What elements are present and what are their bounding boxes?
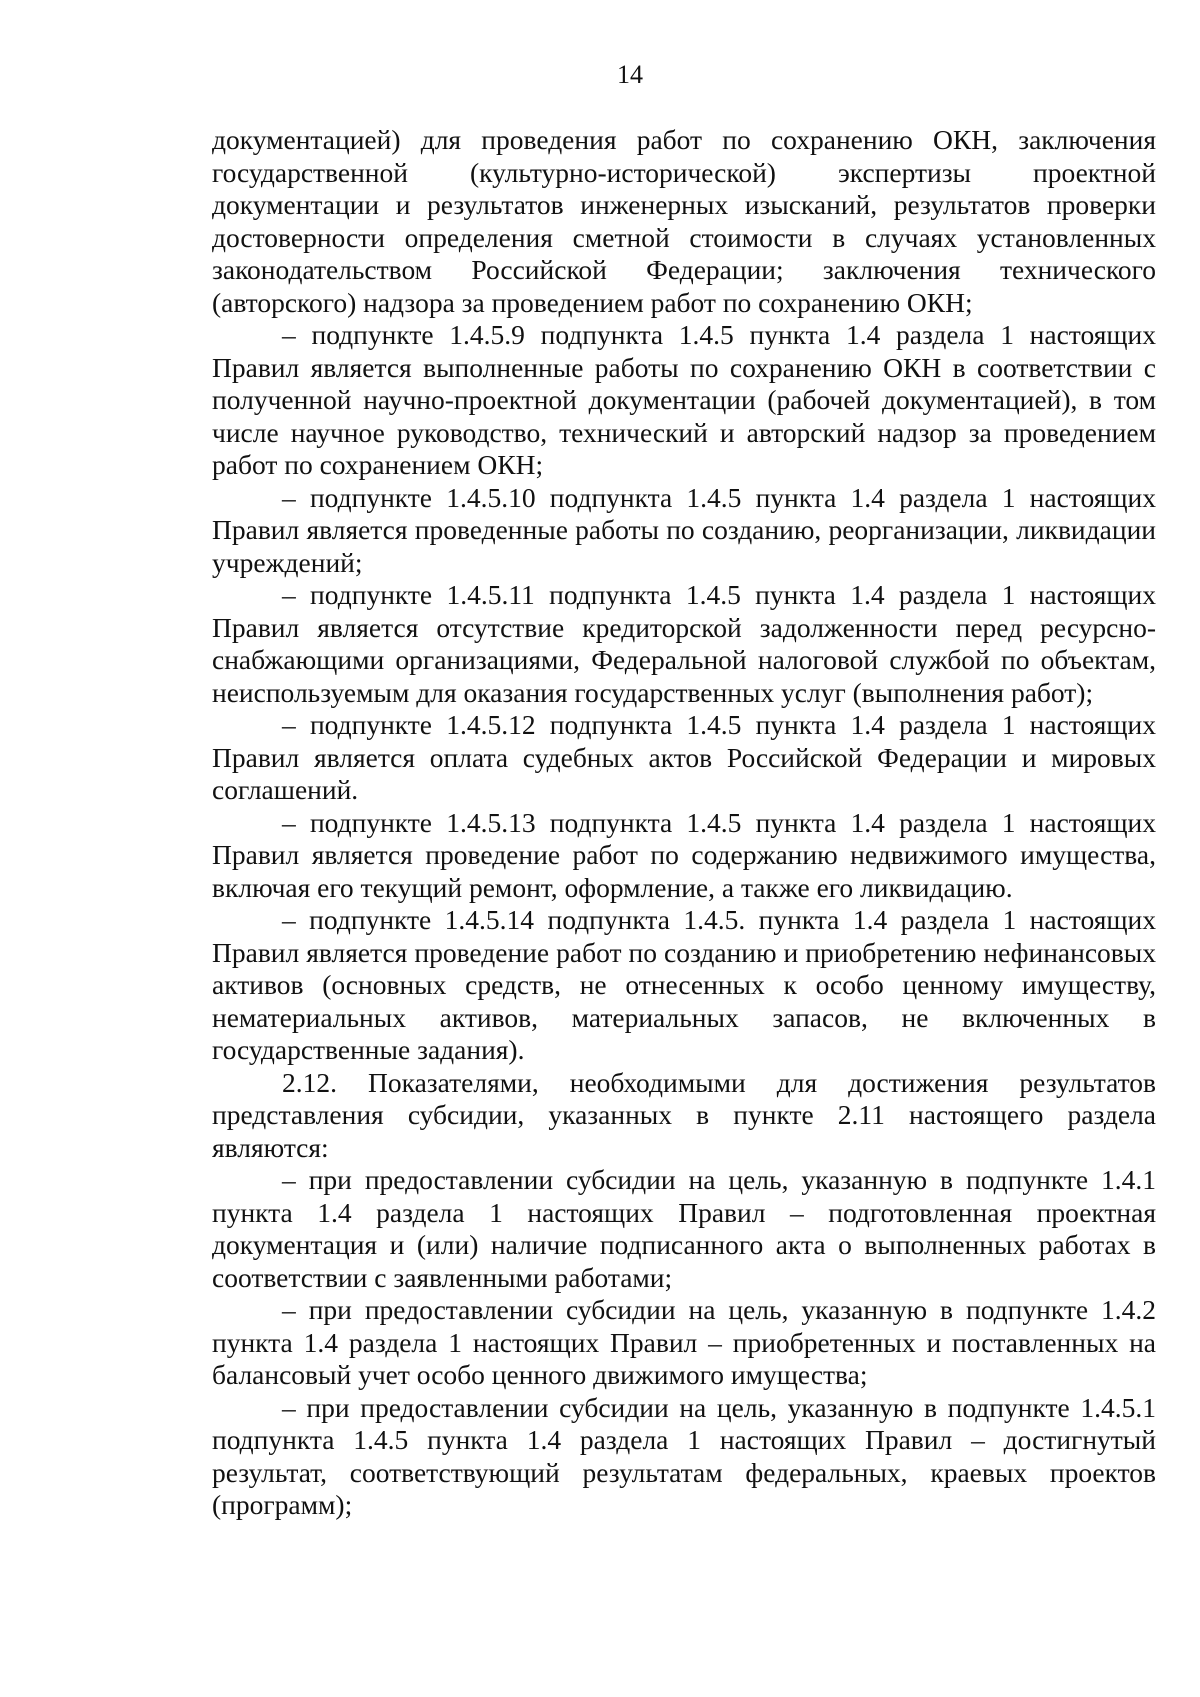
document-body <box>212 124 1156 1522</box>
paragraph-subitem-1-4-5-12: – подпункте 1.4.5.12 подпункта 1.4.5 пункта 1.4 раздела 1 настоящих Правил является оплата судебных актов Российской Федерации и мировых соглашений. <box>212 709 1156 805</box>
paragraph-subitem-1-4-5-11: – подпункте 1.4.5.11 подпункта 1.4.5 пункта 1.4 раздела 1 настоящих Правил является отсутствие кредиторской задолженности перед ресурсно-снабжающими организациями, Федеральной налоговой службой по объектам, неиспользуемым для оказания государственных услуг (выполнения работ); <box>212 579 1156 708</box>
paragraph-continuation: документацией) для проведения работ по сохранению ОКН, заключения государственной (культурно-исторической) экспертизы проектной документации и результатов инженерных изысканий, результатов проверки достоверности определения сметной стоимости в случаях установленных законодательством Российской Федерации; заключения технического (авторского) надзора за проведением работ по сохранению ОКН; <box>212 124 1156 318</box>
paragraph-subitem-1-4-5-14: – подпункте 1.4.5.14 подпункта 1.4.5. пункта 1.4 раздела 1 настоящих Правил является проведение работ по созданию и приобретению нефинансовых активов (основных средств, не отнесенных к особо ценному имуществу, нематериальных активов, материальных запасов, не включенных в государственные задания). <box>212 904 1156 1065</box>
paragraph-subitem-1-4-5-13: – подпункте 1.4.5.13 подпункта 1.4.5 пункта 1.4 раздела 1 настоящих Правил является проведение работ по содержанию недвижимого имущества, включая его текущий ремонт, оформление, а также его ликвидацию. <box>212 806 1156 903</box>
paragraph-subitem-1-4-5-10: – подпункте 1.4.5.10 подпункта 1.4.5 пункта 1.4 раздела 1 настоящих Правил является проведенные работы по созданию, реорганизации, ликвидации учреждений; <box>212 481 1156 578</box>
paragraph-subitem-1-4-5-9: – подпункте 1.4.5.9 подпункта 1.4.5 пункта 1.4 раздела 1 настоящих Правил является выполненные работы по сохранению ОКН в соответствии с полученной научно-проектной документации (рабочей документацией), в том числе научное руководство, технический и авторский надзор за проведением работ по сохранением ОКН; <box>212 319 1156 480</box>
paragraph-indicator-1-4-2: – при предоставлении субсидии на цель, указанную в подпункте 1.4.2 пункта 1.4 раздела 1 настоящих Правил – приобретенных и поставленных на балансовый учет особо ценного движимого имущества; <box>212 1294 1156 1390</box>
page-number: 14 <box>617 60 643 89</box>
paragraph-indicator-1-4-5-1: – при предоставлении субсидии на цель, указанную в подпункте 1.4.5.1 подпункта 1.4.5 пункта 1.4 раздела 1 настоящих Правил – достигнутый результат, соответствующий результатам федеральных, краевых проектов (программ); <box>212 1391 1156 1520</box>
paragraph-section-2-12: 2.12. Показателями, необходимыми для достижения результатов представления субсидии, указанных в пункте 2.11 настоящего раздела являются: <box>212 1066 1156 1163</box>
paragraph-indicator-1-4-1: – при предоставлении субсидии на цель, указанную в подпункте 1.4.1 пункта 1.4 раздела 1 настоящих Правил – подготовленная проектная документация и (или) наличие подписанного акта о выполненных работах в соответствии с заявленными работами; <box>212 1164 1156 1293</box>
